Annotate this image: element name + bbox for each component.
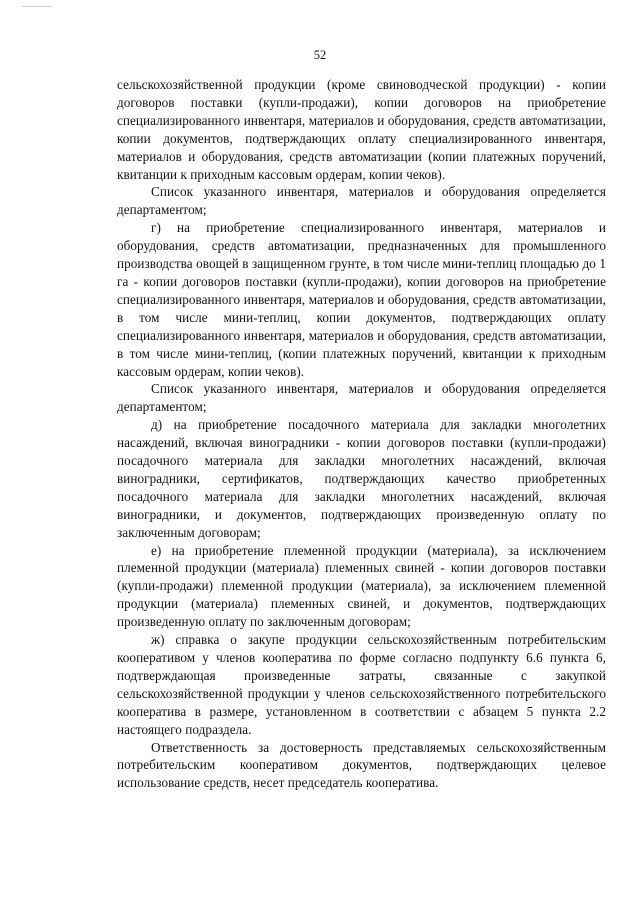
paragraph: е) на приобретение племенной продукции (материала), за исключением племенной продукции (материала) племенных свиней - копии договоров поставки (купли-продажи) племенной продукции (материала), за исключением племенной продукции (материала) племенных свиней, и документов, подтверждающих произведенную оплату по заключенным договорам; xyxy=(117,542,606,630)
paragraph: Список указанного инвентаря, материалов и оборудования определяется департаментом; xyxy=(117,184,606,218)
document-body xyxy=(117,76,606,792)
paragraph: сельскохозяйственной продукции (кроме свиноводческой продукции) - копии договоров поставки (купли-продажи), копии договоров на приобретение специализированного инвентаря, материалов и оборудования, средств автоматизации, копии документов, подтверждающих оплату специализированного инвентаря, материалов и оборудования, средств автоматизации (копии платежных поручений, квитанции к приходным кассовым ордерам, копии чеков). xyxy=(117,77,606,182)
scan-artifact xyxy=(22,6,52,7)
paragraph: ж) справка о закупе продукции сельскохозяйственным потребительским кооперативом у членов кооператива по форме согласно подпункту 6.6 пункта 6, подтверждающая произведенные затраты, связанные с закупкой сельскохозяйственной продукции у членов сельскохозяйственного потребительского кооператива в размере, установленном в соответствии с абзацем 5 пункта 2.2 настоящего подраздела. xyxy=(117,632,606,737)
paragraph: д) на приобретение посадочного материала для закладки многолетних насаждений, включая виноградники - копии договоров поставки (купли-продажи) посадочного материала для закладки многолетних насаждений, включая виноградники, сертификатов, подтверждающих качество приобретенных посадочного материала для закладки многолетних насаждений, включая виноградники, и документов, подтверждающих произведенную оплату по заключенным договорам; xyxy=(117,417,606,540)
paragraph: г) на приобретение специализированного инвентаря, материалов и оборудования, средств автоматизации, предназначенных для промышленного производства овощей в защищенном грунте, в том числе мини-теплиц площадью до 1 га - копии договоров поставки (купли-продажи), копии договоров на приобретение специализированного инвентаря, материалов и оборудования, средств автоматизации, в том числе мини-теплиц, копии документов, подтверждающих оплату специализированного инвентаря, материалов и оборудования, средств автоматизации, в том числе мини-теплиц, (копии платежных поручений, квитанции к приходным кассовым ордерам, копии чеков). xyxy=(117,220,606,379)
page-number: 52 xyxy=(313,48,327,62)
paragraph: Ответственность за достоверность представляемых сельскохозяйственным потребительским кооперативом документов, подтверждающих целевое использование средств, несет председатель кооператива. xyxy=(117,739,606,791)
paragraph: Список указанного инвентаря, материалов и оборудования определяется департаментом; xyxy=(117,381,606,415)
